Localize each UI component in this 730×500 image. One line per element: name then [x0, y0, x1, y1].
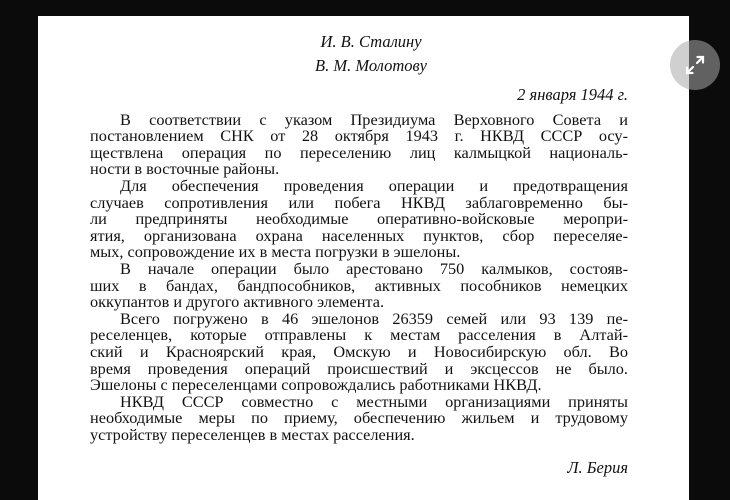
- paragraph-line: мых, сопровождение их в места погрузки в эшелоны.: [90, 242, 461, 262]
- paragraph-line: НКВД СССР совместно с местными организациями приняты: [120, 391, 628, 411]
- paragraph-line: Для обеспечения проведения операции и предотвращения: [120, 175, 628, 195]
- letter-date: 2 января 1944 г.: [517, 85, 628, 104]
- paragraph-line: ществлена операция по переселению лиц калмыцкой националь-: [90, 142, 628, 162]
- paragraph-line: ятия, организована охрана населенных пунктов, сбор переселяе-: [90, 225, 628, 245]
- paragraph-line: оккупантов и другого активного элемента.: [90, 292, 385, 312]
- paragraph-line: ли предприняты необходимые оперативно-войсковые меропри-: [90, 209, 628, 229]
- paragraph: [90, 109, 628, 179]
- addressee-stalin: И. В. Сталину: [320, 32, 422, 51]
- paragraph-line: устройству переселенцев в местах расселения.: [90, 424, 415, 444]
- document-page: [38, 16, 689, 500]
- paragraph-line: ших в бандах, бандпособников, активных пособников немецких: [90, 275, 628, 295]
- paragraph: [90, 175, 628, 262]
- paragraph-line: В соответствии с указом Президиума Верховного Совета и: [120, 109, 628, 129]
- expand-button[interactable]: [670, 40, 720, 90]
- paragraph: [90, 308, 628, 395]
- paragraph: [90, 391, 628, 444]
- paragraph-line: ности в восточные районы.: [90, 159, 280, 179]
- paragraph-line: постановлением СНК от 28 октября 1943 г. НКВД СССР осу-: [90, 126, 628, 146]
- letter: [90, 16, 628, 477]
- paragraph-line: случаев сопротивления или побега НКВД заблаговременно бы-: [90, 192, 628, 212]
- paragraph-line: ский и Красноярский края, Омскую и Новосибирскую обл. Во: [90, 341, 628, 361]
- paragraph: [90, 258, 628, 312]
- addressee-molotov: В. М. Молотову: [315, 56, 427, 75]
- paragraph-line: время проведения операций происшествий и эксцессов не было.: [90, 358, 628, 378]
- letter-body: [90, 109, 628, 444]
- paragraph-line: В начале операции было арестовано 750 калмыков, состояв-: [120, 258, 628, 278]
- paragraph-line: Эшелоны с переселенцами сопровождались работниками НКВД.: [90, 375, 542, 395]
- paragraph-line: необходимые меры по приему, обеспечению жильем и трудовому: [90, 408, 628, 428]
- signature: Л. Берия: [567, 458, 628, 478]
- expand-arrows-icon: [682, 52, 708, 78]
- paragraph-line: реселенцев, которые отправлены к местам расселения в Алтай-: [90, 325, 628, 345]
- paragraph-line: Всего погружено в 46 эшелонов 26359 семей или 93 139 пе-: [120, 308, 628, 328]
